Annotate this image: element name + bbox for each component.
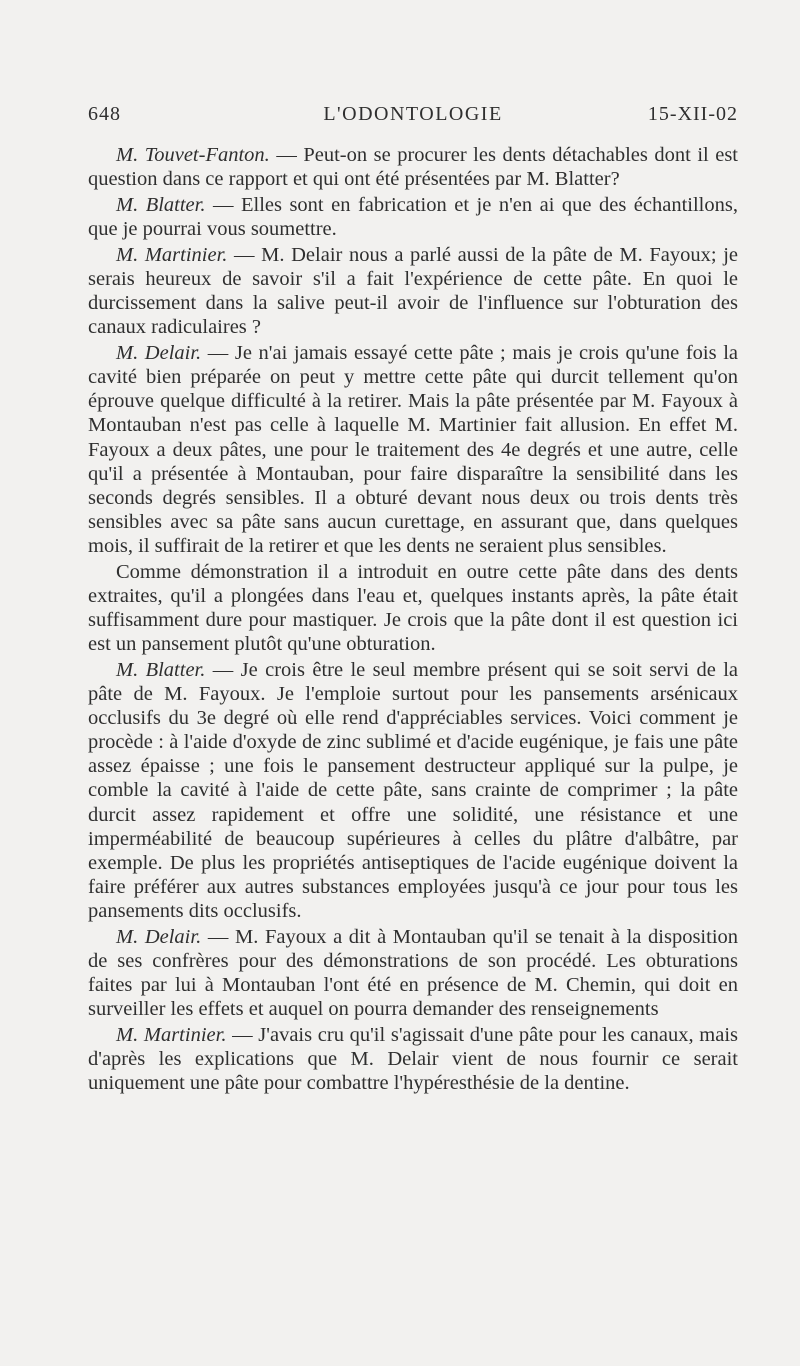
paragraph — [88, 193, 738, 241]
paragraph-text: — Je crois être le seul membre présent qui se soit servi de la pâte de M. Fayoux. Je l'emploie surtout pour les pansements arsénicaux occlusifs du 3e degré où elle rend d'appréciables services. Voici comment je procède : à l'aide d'oxyde de zinc sublimé et d'acide eugénique, je fais une pâte assez épaisse ; une fois le pansement destructeur appliqué sur la pulpe, je comble la cavité à l'aide de cette pâte, sans crainte de comprimer ; la pâte durcit assez rapidement et offre une solidité, une résistance et une imperméabilité de beaucoup supérieures à celles du plâtre d'albâtre, par exemple. De plus les propriétés antiseptiques de l'acide eugénique doivent la faire préférer aux autres substances employées jusqu'à ce jour pour tous les pansements dits occlusifs. — [88, 658, 738, 922]
speaker-name: M. Martinier. — [116, 243, 228, 266]
paragraph-text: — M. Delair nous a parlé aussi de la pâte de M. Fayoux; je serais heureux de savoir s'il a fait l'expérience de cette pâte. En quoi le durcissement dans la salive peut-il avoir de l'influence sur l'obturation des canaux radiculaires ? — [88, 243, 738, 339]
paragraph-text: — J'avais cru qu'il s'agissait d'une pâte pour les canaux, mais d'après les explications que M. Delair vient de nous fournir ce serait uniquement une pâte pour combattre l'hypéresthésie de la dentine. — [88, 1023, 738, 1095]
speaker-name: M. Delair. — [116, 925, 202, 948]
paragraph-text: — Peut-on se procurer les dents détachables dont il est question dans ce rapport et qui ont été présentées par M. Blatter? — [88, 144, 738, 191]
paragraph-text: — Elles sont en fabrication et je n'en ai que des échantillons, que je pourrai vous soumettre. — [88, 193, 738, 241]
speaker-name: M. Blatter. — [116, 658, 206, 681]
page-number: 648 — [88, 103, 121, 125]
paragraph — [88, 143, 738, 191]
paragraph-text: Comme démonstration il a introduit en outre cette pâte dans des dents extraites, qu'il a plongées dans l'eau et, quelques instants après, la pâte était suffisamment dure pour mastiquer. Je crois que la pâte dont il est question ici est un pansement plutôt qu'une obturation. — [88, 560, 738, 656]
paragraph-text: — Je n'ai jamais essayé cette pâte ; mais je crois qu'une fois la cavité bien préparée on peut y mettre cette pâte qui durcit tellement qu'on éprouve quelque difficulté à la retirer. Mais la pâte présentée par M. Fayoux à Montauban n'est pas celle à laquelle M. Martinier fait allusion. En effet M. Fayoux a deux pâtes, une pour le traitement des 4e degrés et une autre, celle qu'il a présentée à Montauban, pour faire disparaître la sensibilité dans les seconds degrés sensibles. Il a obturé devant nous deux ou trois dents très sensibles avec sa pâte sans aucun curettage, en assurant que, dans quelques mois, il suffirait de la retirer et que les dents ne seraient plus sensibles. — [88, 342, 738, 557]
journal-title: L'ODONTOLOGIE — [323, 103, 503, 125]
paragraph — [88, 341, 738, 558]
speaker-name: M. Touvet-Fanton. — [116, 144, 270, 166]
speaker-name: M. Martinier. — [116, 1023, 227, 1046]
paragraph — [88, 243, 738, 339]
running-header — [88, 103, 738, 133]
body-text — [88, 143, 738, 1097]
speaker-name: M. Blatter. — [116, 193, 206, 216]
paragraph-text: — M. Fayoux a dit à Montauban qu'il se tenait à la disposition de ses confrères pour des démonstrations de son procédé. Les obturations faites par lui à Montauban l'ont été en présence de M. Chemin, qui doit en surveiller les effets et auquel on pourra demander des renseignements — [88, 925, 739, 1021]
issue-date: 15-XII-02 — [647, 103, 738, 125]
paragraph — [88, 1023, 738, 1095]
speaker-name: M. Delair. — [116, 342, 202, 365]
paragraph — [88, 560, 738, 656]
paragraph — [88, 658, 738, 923]
paragraph — [88, 925, 738, 1021]
